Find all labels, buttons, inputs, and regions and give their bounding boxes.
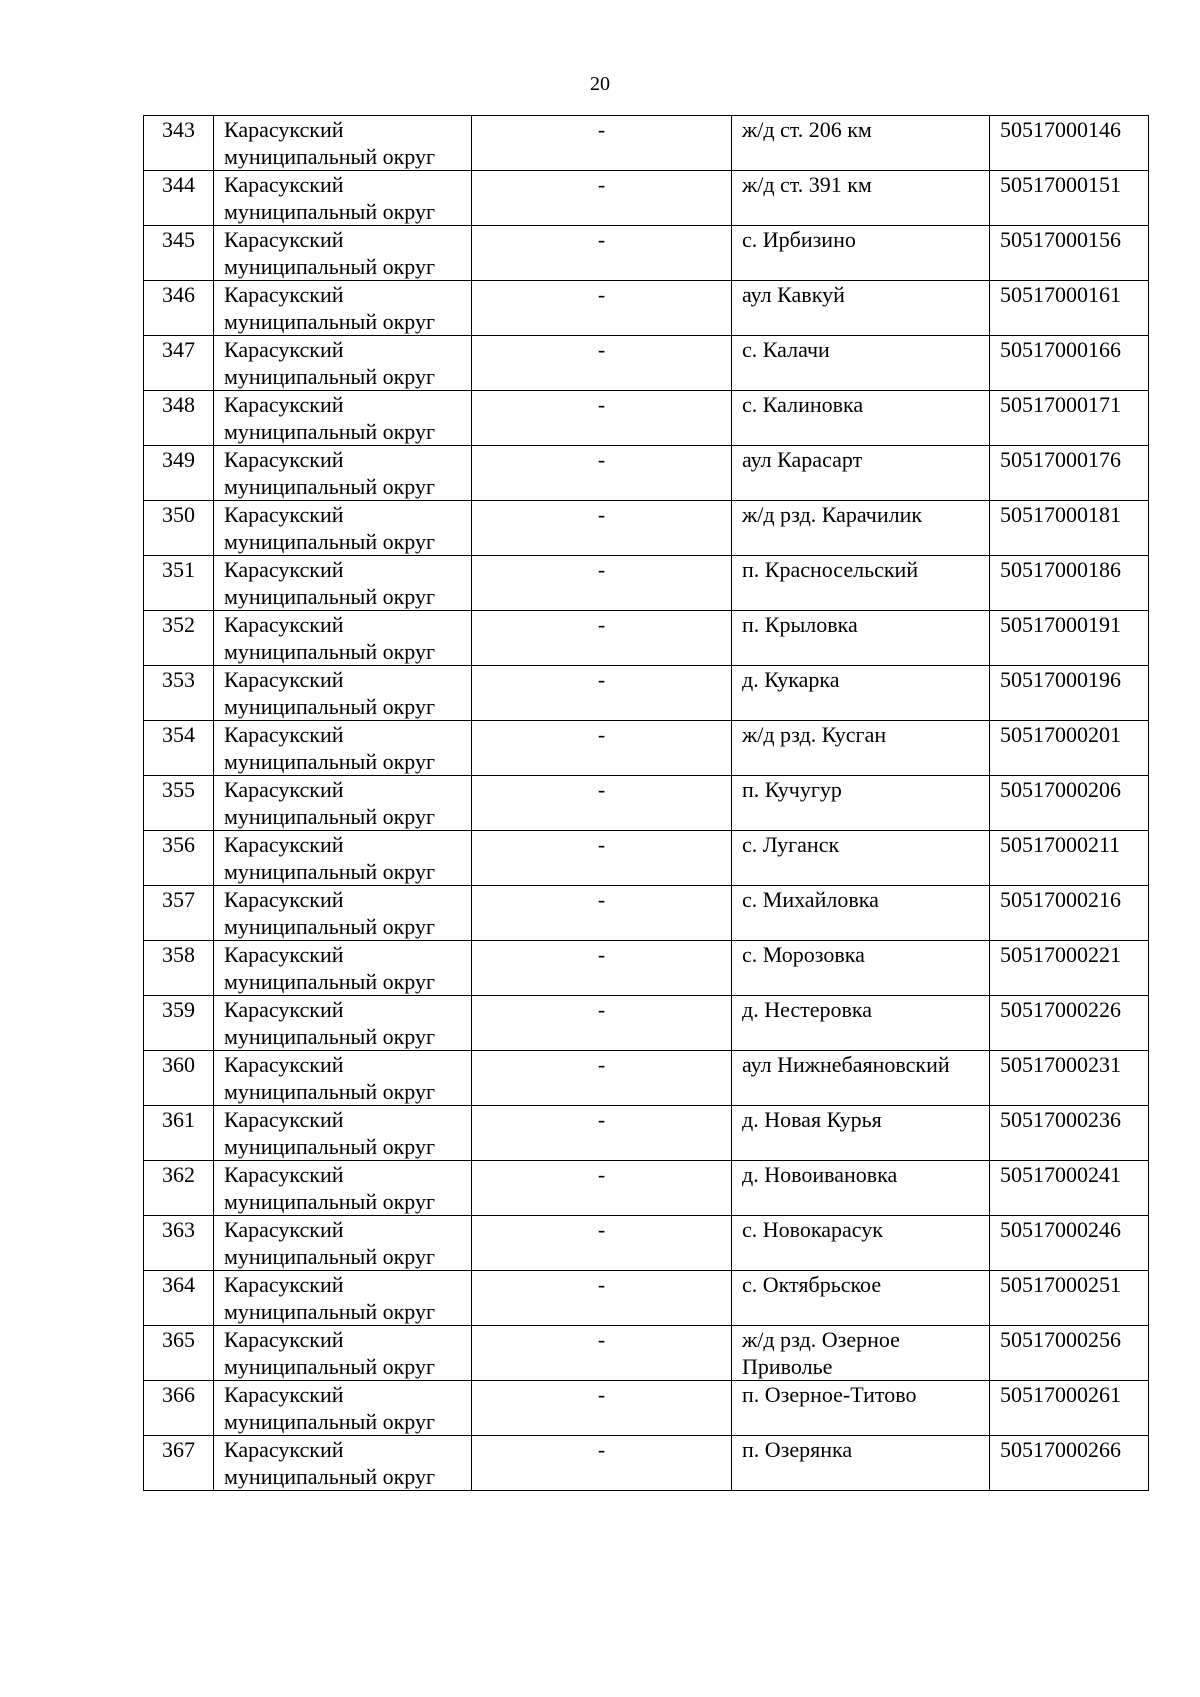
settlement-cell: ж/д ст. 391 км bbox=[732, 171, 990, 226]
settlement-cell: ж/д рзд. Карачилик bbox=[732, 501, 990, 556]
table-row bbox=[144, 391, 1149, 446]
oktmo-code-cell: 50517000256 bbox=[990, 1326, 1149, 1381]
table-row bbox=[144, 226, 1149, 281]
table-row bbox=[144, 446, 1149, 501]
row-number-cell: 361 bbox=[144, 1106, 214, 1161]
table-row bbox=[144, 171, 1149, 226]
settlement-cell: п. Озерное-Титово bbox=[732, 1381, 990, 1436]
table-row bbox=[144, 886, 1149, 941]
settlement-cell: ж/д рзд. Озерное Приволье bbox=[732, 1326, 990, 1381]
settlements-table bbox=[143, 115, 1149, 1491]
settlement-cell: ж/д рзд. Кусган bbox=[732, 721, 990, 776]
dash-cell: - bbox=[472, 501, 732, 556]
oktmo-code-cell: 50517000241 bbox=[990, 1161, 1149, 1216]
district-cell: Карасукский муниципальный округ bbox=[214, 1216, 472, 1271]
district-cell: Карасукский муниципальный округ bbox=[214, 336, 472, 391]
dash-cell: - bbox=[472, 171, 732, 226]
oktmo-code-cell: 50517000216 bbox=[990, 886, 1149, 941]
district-cell: Карасукский муниципальный округ bbox=[214, 116, 472, 171]
dash-cell: - bbox=[472, 996, 732, 1051]
settlement-cell: д. Кукарка bbox=[732, 666, 990, 721]
row-number-cell: 344 bbox=[144, 171, 214, 226]
dash-cell: - bbox=[472, 666, 732, 721]
row-number-cell: 365 bbox=[144, 1326, 214, 1381]
row-number-cell: 364 bbox=[144, 1271, 214, 1326]
settlement-cell: аул Кавкуй bbox=[732, 281, 990, 336]
district-cell: Карасукский муниципальный округ bbox=[214, 501, 472, 556]
settlement-cell: с. Октябрьское bbox=[732, 1271, 990, 1326]
district-cell: Карасукский муниципальный округ bbox=[214, 226, 472, 281]
dash-cell: - bbox=[472, 886, 732, 941]
oktmo-code-cell: 50517000191 bbox=[990, 611, 1149, 666]
dash-cell: - bbox=[472, 446, 732, 501]
district-cell: Карасукский муниципальный округ bbox=[214, 1381, 472, 1436]
district-cell: Карасукский муниципальный округ bbox=[214, 1436, 472, 1491]
row-number-cell: 343 bbox=[144, 116, 214, 171]
dash-cell: - bbox=[472, 281, 732, 336]
settlement-cell: п. Красносельский bbox=[732, 556, 990, 611]
row-number-cell: 353 bbox=[144, 666, 214, 721]
row-number-cell: 357 bbox=[144, 886, 214, 941]
oktmo-code-cell: 50517000266 bbox=[990, 1436, 1149, 1491]
table-row bbox=[144, 1436, 1149, 1491]
dash-cell: - bbox=[472, 1271, 732, 1326]
district-cell: Карасукский муниципальный округ bbox=[214, 666, 472, 721]
oktmo-code-cell: 50517000206 bbox=[990, 776, 1149, 831]
oktmo-code-cell: 50517000251 bbox=[990, 1271, 1149, 1326]
row-number-cell: 349 bbox=[144, 446, 214, 501]
row-number-cell: 348 bbox=[144, 391, 214, 446]
table-row bbox=[144, 611, 1149, 666]
district-cell: Карасукский муниципальный округ bbox=[214, 611, 472, 666]
oktmo-code-cell: 50517000261 bbox=[990, 1381, 1149, 1436]
oktmo-code-cell: 50517000166 bbox=[990, 336, 1149, 391]
district-cell: Карасукский муниципальный округ bbox=[214, 831, 472, 886]
district-cell: Карасукский муниципальный округ bbox=[214, 776, 472, 831]
district-cell: Карасукский муниципальный округ bbox=[214, 1106, 472, 1161]
oktmo-code-cell: 50517000196 bbox=[990, 666, 1149, 721]
dash-cell: - bbox=[472, 1216, 732, 1271]
row-number-cell: 352 bbox=[144, 611, 214, 666]
table-body bbox=[144, 116, 1149, 1491]
dash-cell: - bbox=[472, 941, 732, 996]
settlement-cell: п. Озерянка bbox=[732, 1436, 990, 1491]
oktmo-code-cell: 50517000161 bbox=[990, 281, 1149, 336]
district-cell: Карасукский муниципальный округ bbox=[214, 171, 472, 226]
settlement-cell: п. Кучугур bbox=[732, 776, 990, 831]
table-row bbox=[144, 336, 1149, 391]
oktmo-code-cell: 50517000231 bbox=[990, 1051, 1149, 1106]
settlement-cell: с. Калиновка bbox=[732, 391, 990, 446]
dash-cell: - bbox=[472, 226, 732, 281]
oktmo-code-cell: 50517000211 bbox=[990, 831, 1149, 886]
dash-cell: - bbox=[472, 1051, 732, 1106]
dash-cell: - bbox=[472, 1106, 732, 1161]
row-number-cell: 366 bbox=[144, 1381, 214, 1436]
row-number-cell: 355 bbox=[144, 776, 214, 831]
table-row bbox=[144, 116, 1149, 171]
row-number-cell: 362 bbox=[144, 1161, 214, 1216]
settlement-cell: с. Новокарасук bbox=[732, 1216, 990, 1271]
dash-cell: - bbox=[472, 116, 732, 171]
oktmo-code-cell: 50517000221 bbox=[990, 941, 1149, 996]
district-cell: Карасукский муниципальный округ bbox=[214, 1161, 472, 1216]
page-number: 20 bbox=[590, 73, 610, 95]
district-cell: Карасукский муниципальный округ bbox=[214, 446, 472, 501]
settlement-cell: аул Нижнебаяновский bbox=[732, 1051, 990, 1106]
district-cell: Карасукский муниципальный округ bbox=[214, 391, 472, 446]
district-cell: Карасукский муниципальный округ bbox=[214, 1326, 472, 1381]
table-row bbox=[144, 1271, 1149, 1326]
table-row bbox=[144, 1106, 1149, 1161]
table-row bbox=[144, 501, 1149, 556]
dash-cell: - bbox=[472, 1161, 732, 1216]
dash-cell: - bbox=[472, 1381, 732, 1436]
table-row bbox=[144, 666, 1149, 721]
settlement-cell: с. Морозовка bbox=[732, 941, 990, 996]
table-row bbox=[144, 941, 1149, 996]
oktmo-code-cell: 50517000201 bbox=[990, 721, 1149, 776]
district-cell: Карасукский муниципальный округ bbox=[214, 1271, 472, 1326]
table-row bbox=[144, 721, 1149, 776]
row-number-cell: 354 bbox=[144, 721, 214, 776]
dash-cell: - bbox=[472, 611, 732, 666]
table-row bbox=[144, 1381, 1149, 1436]
row-number-cell: 350 bbox=[144, 501, 214, 556]
table-row bbox=[144, 996, 1149, 1051]
district-cell: Карасукский муниципальный округ bbox=[214, 886, 472, 941]
oktmo-code-cell: 50517000226 bbox=[990, 996, 1149, 1051]
table-row bbox=[144, 281, 1149, 336]
table-row bbox=[144, 776, 1149, 831]
row-number-cell: 351 bbox=[144, 556, 214, 611]
oktmo-code-cell: 50517000151 bbox=[990, 171, 1149, 226]
dash-cell: - bbox=[472, 391, 732, 446]
settlement-cell: с. Ирбизино bbox=[732, 226, 990, 281]
settlement-cell: д. Новоивановка bbox=[732, 1161, 990, 1216]
row-number-cell: 356 bbox=[144, 831, 214, 886]
settlement-cell: д. Нестеровка bbox=[732, 996, 990, 1051]
oktmo-code-cell: 50517000186 bbox=[990, 556, 1149, 611]
settlement-cell: с. Михайловка bbox=[732, 886, 990, 941]
district-cell: Карасукский муниципальный округ bbox=[214, 556, 472, 611]
settlement-cell: с. Луганск bbox=[732, 831, 990, 886]
settlement-cell: д. Новая Курья bbox=[732, 1106, 990, 1161]
dash-cell: - bbox=[472, 1326, 732, 1381]
settlement-cell: аул Карасарт bbox=[732, 446, 990, 501]
oktmo-code-cell: 50517000181 bbox=[990, 501, 1149, 556]
dash-cell: - bbox=[472, 336, 732, 391]
row-number-cell: 346 bbox=[144, 281, 214, 336]
row-number-cell: 347 bbox=[144, 336, 214, 391]
district-cell: Карасукский муниципальный округ bbox=[214, 996, 472, 1051]
oktmo-code-cell: 50517000246 bbox=[990, 1216, 1149, 1271]
settlement-cell: ж/д ст. 206 км bbox=[732, 116, 990, 171]
dash-cell: - bbox=[472, 556, 732, 611]
row-number-cell: 367 bbox=[144, 1436, 214, 1491]
district-cell: Карасукский муниципальный округ bbox=[214, 1051, 472, 1106]
row-number-cell: 363 bbox=[144, 1216, 214, 1271]
table-row bbox=[144, 1216, 1149, 1271]
oktmo-code-cell: 50517000156 bbox=[990, 226, 1149, 281]
table-row bbox=[144, 1326, 1149, 1381]
table-row bbox=[144, 556, 1149, 611]
dash-cell: - bbox=[472, 776, 732, 831]
settlement-cell: с. Калачи bbox=[732, 336, 990, 391]
settlement-cell: п. Крыловка bbox=[732, 611, 990, 666]
oktmo-code-cell: 50517000236 bbox=[990, 1106, 1149, 1161]
table-row bbox=[144, 1161, 1149, 1216]
row-number-cell: 358 bbox=[144, 941, 214, 996]
district-cell: Карасукский муниципальный округ bbox=[214, 721, 472, 776]
district-cell: Карасукский муниципальный округ bbox=[214, 941, 472, 996]
oktmo-code-cell: 50517000146 bbox=[990, 116, 1149, 171]
district-cell: Карасукский муниципальный округ bbox=[214, 281, 472, 336]
row-number-cell: 345 bbox=[144, 226, 214, 281]
row-number-cell: 360 bbox=[144, 1051, 214, 1106]
dash-cell: - bbox=[472, 721, 732, 776]
dash-cell: - bbox=[472, 1436, 732, 1491]
oktmo-code-cell: 50517000176 bbox=[990, 446, 1149, 501]
dash-cell: - bbox=[472, 831, 732, 886]
table-row bbox=[144, 831, 1149, 886]
row-number-cell: 359 bbox=[144, 996, 214, 1051]
oktmo-code-cell: 50517000171 bbox=[990, 391, 1149, 446]
table-row bbox=[144, 1051, 1149, 1106]
